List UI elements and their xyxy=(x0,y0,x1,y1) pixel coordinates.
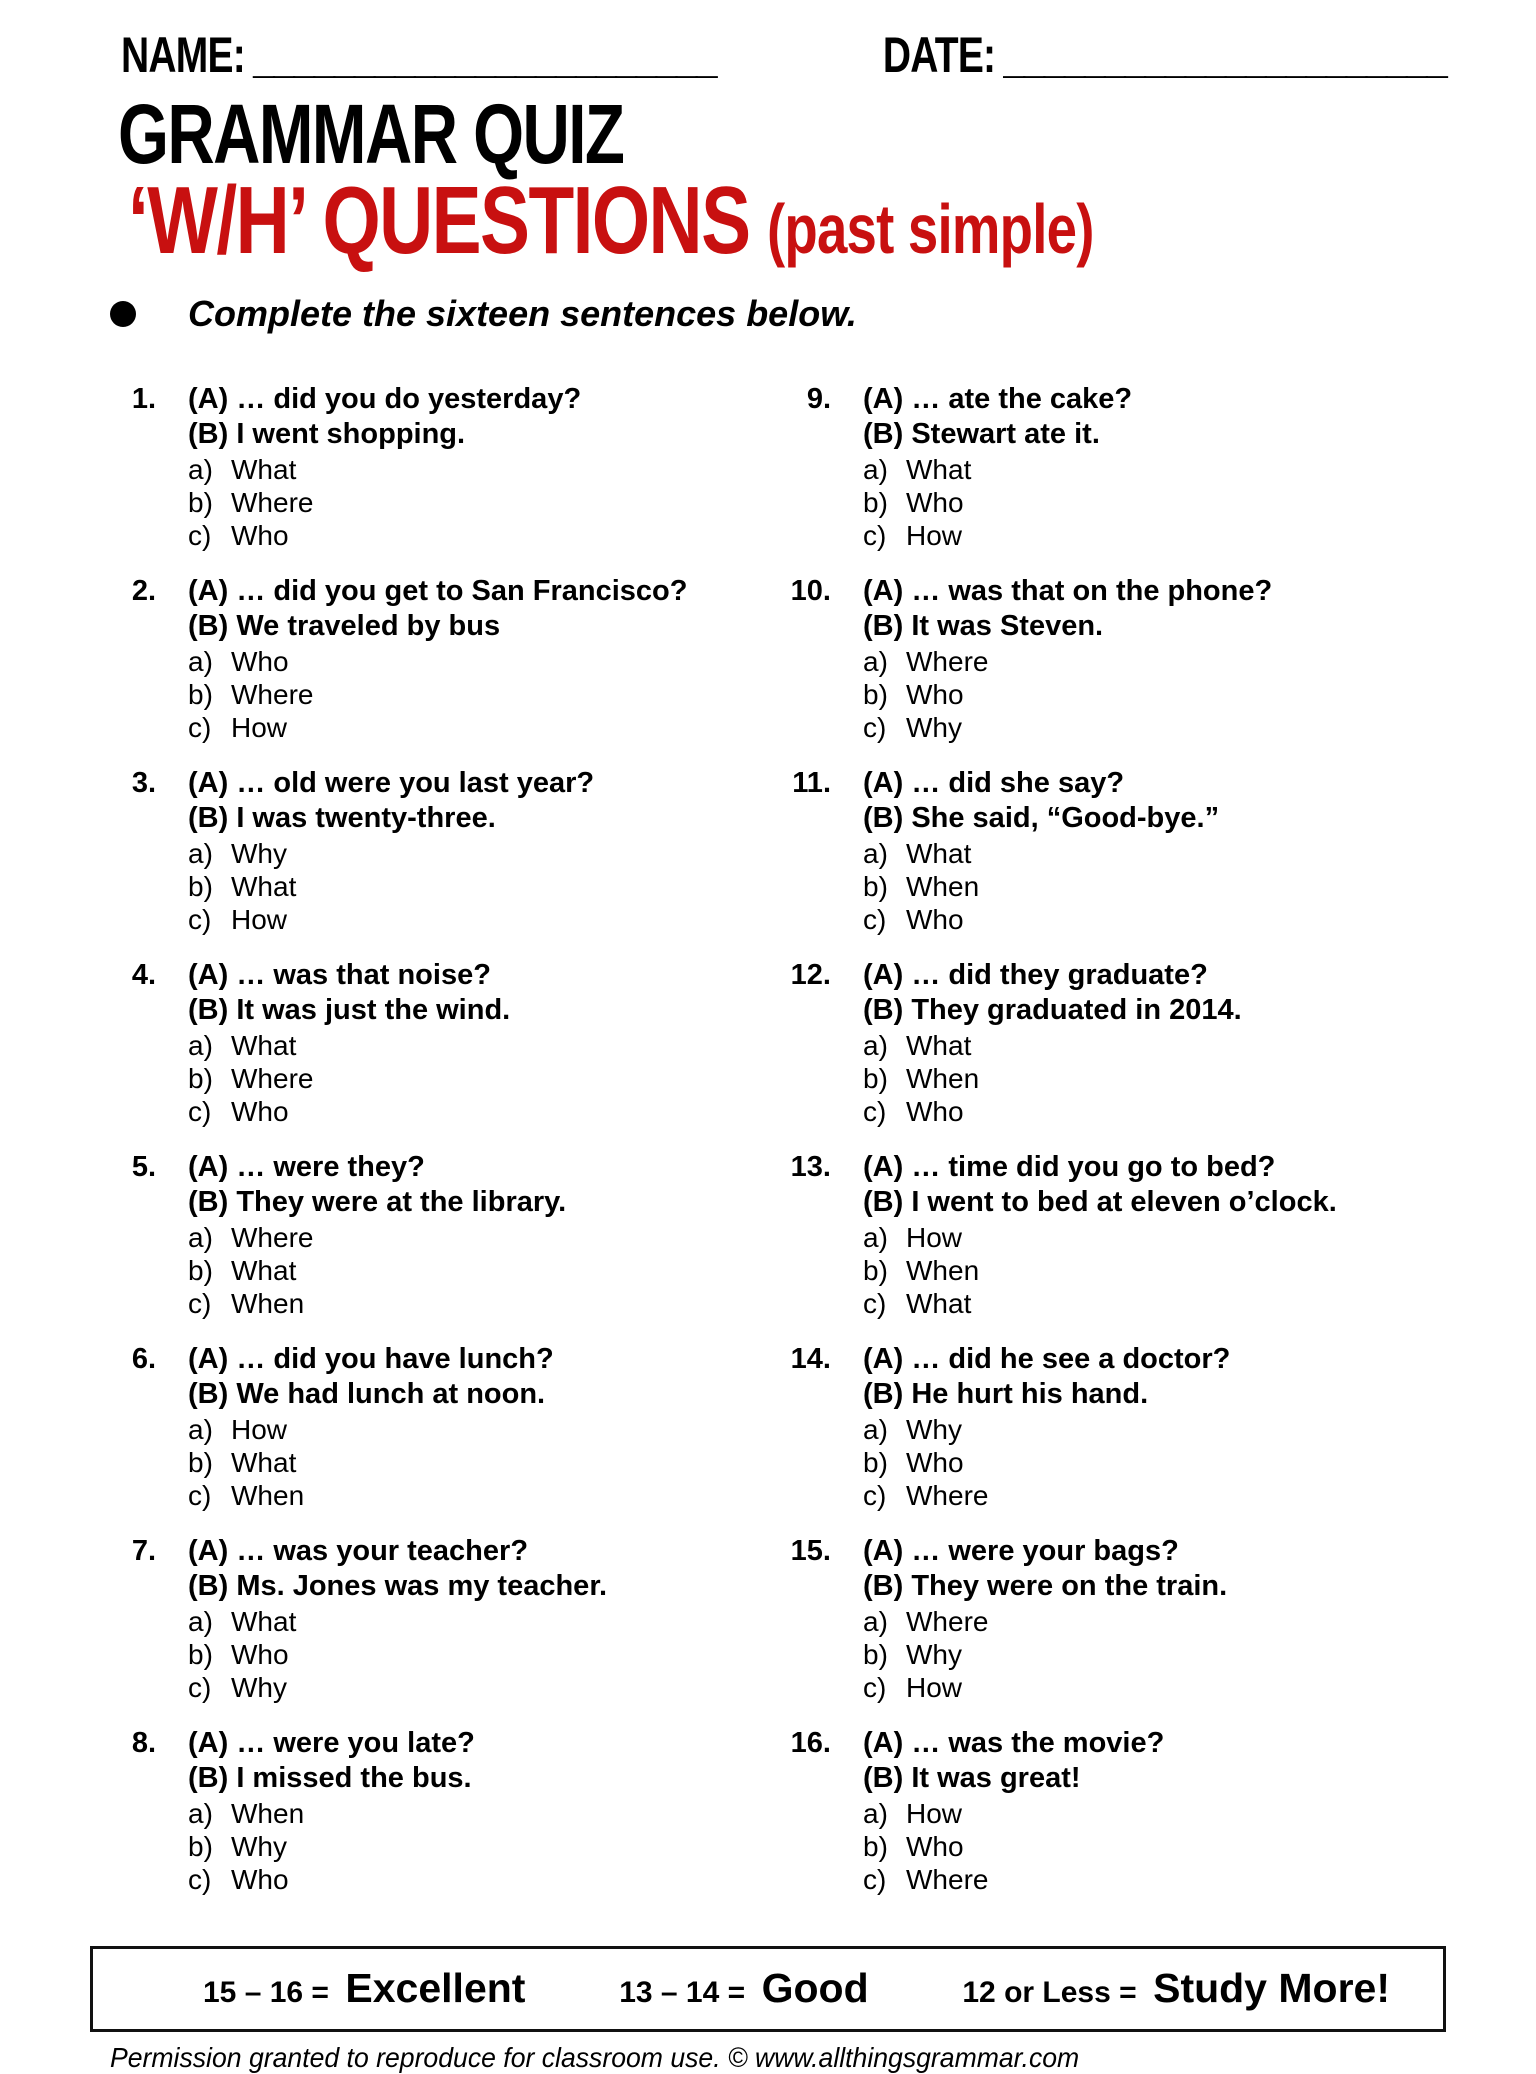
option-text: Why xyxy=(231,837,287,869)
question-prompt-b: (B) They were on the train. xyxy=(863,1569,1228,1602)
question-body xyxy=(188,958,510,1128)
question-body xyxy=(863,1342,1230,1512)
question-prompt-b: (B) They graduated in 2014. xyxy=(863,993,1242,1026)
answer-options xyxy=(863,1029,1242,1128)
questions-column-right xyxy=(765,382,1446,1918)
answer-option xyxy=(188,837,594,870)
answer-option xyxy=(863,1221,1337,1254)
question-number: 4. xyxy=(131,958,156,991)
question-number: 2. xyxy=(131,574,156,607)
question-number: 11. xyxy=(792,766,831,799)
answer-options xyxy=(188,453,581,552)
question-number: 3. xyxy=(131,766,156,799)
answer-options xyxy=(863,645,1272,744)
answer-options xyxy=(863,1413,1230,1512)
option-letter: a) xyxy=(863,1413,888,1445)
option-letter: c) xyxy=(188,519,212,551)
question-number: 9. xyxy=(806,382,831,415)
option-letter: a) xyxy=(188,1029,213,1061)
answer-option xyxy=(863,1605,1227,1638)
answer-option xyxy=(863,1095,1242,1128)
option-text: How xyxy=(231,711,288,743)
question-prompt-a: (A) … did she say? xyxy=(863,766,1125,799)
option-text: How xyxy=(906,1671,963,1703)
date-label: DATE: xyxy=(882,27,995,83)
answer-option xyxy=(188,1062,510,1095)
option-letter: b) xyxy=(188,1254,213,1286)
question-number: 7. xyxy=(131,1534,156,1567)
question-item xyxy=(90,1342,765,1512)
answer-option xyxy=(188,1638,607,1671)
option-text: What xyxy=(906,1287,972,1319)
option-letter: c) xyxy=(188,903,212,935)
question-item xyxy=(765,1726,1446,1896)
answer-option xyxy=(188,645,687,678)
answer-option xyxy=(863,486,1132,519)
answer-option xyxy=(863,1797,1164,1830)
option-letter: b) xyxy=(188,1062,213,1094)
option-letter: c) xyxy=(863,1095,887,1127)
answer-options xyxy=(188,837,594,936)
option-text: What xyxy=(906,1029,972,1061)
instruction-gutter xyxy=(90,300,156,331)
question-prompt-b: (B) Stewart ate it. xyxy=(863,417,1100,450)
question-prompt-b: (B) We had lunch at noon. xyxy=(188,1377,546,1410)
question-prompt-a: (A) … did you get to San Francisco? xyxy=(188,574,688,607)
option-letter: a) xyxy=(188,1605,213,1637)
answer-option xyxy=(863,453,1132,486)
option-letter: c) xyxy=(863,903,887,935)
option-text: Where xyxy=(906,1479,989,1511)
question-item xyxy=(90,1150,765,1320)
option-text: Where xyxy=(231,1062,314,1094)
answer-option xyxy=(188,1095,510,1128)
option-letter: b) xyxy=(188,678,213,710)
question-prompt-a: (A) … did you have lunch? xyxy=(188,1342,554,1375)
worksheet-title-qualifier: (past simple) xyxy=(766,189,1094,268)
option-letter: b) xyxy=(863,678,888,710)
question-prompt-a: (A) … was the movie? xyxy=(863,1726,1165,1759)
option-text: When xyxy=(906,1254,980,1286)
answer-options xyxy=(188,1221,566,1320)
date-field-group xyxy=(883,26,1446,84)
option-letter: c) xyxy=(188,1095,212,1127)
question-prompt-b: (B) I missed the bus. xyxy=(188,1761,472,1794)
option-text: What xyxy=(906,453,972,485)
option-letter: b) xyxy=(188,870,213,902)
answer-option xyxy=(188,711,687,744)
option-letter: a) xyxy=(188,837,213,869)
score-range: 15 – 16 = xyxy=(203,1976,329,2010)
option-text: Why xyxy=(906,711,962,743)
instruction-text: Complete the sixteen sentences below. xyxy=(188,292,857,334)
option-text: Who xyxy=(906,678,964,710)
answer-options xyxy=(863,1605,1227,1704)
option-text: Why xyxy=(231,1671,287,1703)
question-prompt-b: (B) We traveled by bus xyxy=(188,609,501,642)
question-item xyxy=(90,958,765,1128)
option-letter: c) xyxy=(863,1863,887,1895)
option-letter: a) xyxy=(188,1221,213,1253)
option-text: Who xyxy=(906,1095,964,1127)
answer-option xyxy=(863,1863,1164,1896)
answer-options xyxy=(863,453,1132,552)
score-range: 13 – 14 = xyxy=(619,1976,746,2010)
option-text: Who xyxy=(906,1446,964,1478)
option-letter: b) xyxy=(863,1446,888,1478)
answer-option xyxy=(863,1029,1242,1062)
answer-option xyxy=(188,1863,475,1896)
option-text: Who xyxy=(231,1638,289,1670)
question-prompt-a: (A) … was your teacher? xyxy=(188,1534,529,1567)
option-text: What xyxy=(231,1254,297,1286)
question-prompt-a: (A) … were they? xyxy=(188,1150,425,1183)
question-body xyxy=(188,1342,554,1512)
question-number: 12. xyxy=(790,958,831,991)
option-text: What xyxy=(231,1446,297,1478)
instruction-row xyxy=(90,292,1446,334)
answer-option xyxy=(188,519,581,552)
answer-option xyxy=(188,678,687,711)
option-text: Who xyxy=(231,519,289,551)
option-letter: a) xyxy=(188,1413,213,1445)
option-letter: b) xyxy=(863,1638,888,1670)
option-letter: b) xyxy=(863,870,888,902)
questions-grid xyxy=(90,382,1446,1918)
option-text: What xyxy=(231,453,297,485)
option-text: Where xyxy=(906,645,989,677)
option-letter: c) xyxy=(863,1287,887,1319)
answer-option xyxy=(863,1287,1337,1320)
answer-option xyxy=(188,1446,554,1479)
answer-option xyxy=(863,519,1132,552)
answer-option xyxy=(188,1830,475,1863)
option-text: Why xyxy=(231,1830,287,1862)
question-number: 1. xyxy=(131,382,156,415)
answer-option xyxy=(188,903,594,936)
question-number: 10. xyxy=(790,574,831,607)
option-letter: b) xyxy=(863,1830,888,1862)
question-item xyxy=(90,382,765,552)
answer-option xyxy=(188,1671,607,1704)
answer-option xyxy=(188,1221,566,1254)
question-prompt-a: (A) … did you do yesterday? xyxy=(188,382,582,415)
question-body xyxy=(188,1726,475,1896)
option-text: Where xyxy=(231,1221,314,1253)
answer-option xyxy=(863,711,1272,744)
option-letter: b) xyxy=(188,1830,213,1862)
question-body xyxy=(863,1534,1227,1704)
answer-option xyxy=(188,1287,566,1320)
answer-options xyxy=(863,837,1219,936)
option-text: How xyxy=(906,1221,963,1253)
question-prompt-b: (B) I was twenty-three. xyxy=(188,801,496,834)
question-item xyxy=(765,382,1446,552)
answer-option xyxy=(863,1830,1164,1863)
option-text: Where xyxy=(906,1863,989,1895)
quiz-type-title: GRAMMAR QUIZ xyxy=(118,87,624,181)
option-letter: b) xyxy=(188,1638,213,1670)
question-prompt-b: (B) They were at the library. xyxy=(188,1185,567,1218)
question-item xyxy=(90,1534,765,1704)
question-prompt-a: (A) … time did you go to bed? xyxy=(863,1150,1276,1183)
option-text: How xyxy=(906,1797,963,1829)
option-letter: a) xyxy=(863,1797,888,1829)
option-text: Who xyxy=(906,1830,964,1862)
question-number: 16. xyxy=(790,1726,831,1759)
score-item-study-more xyxy=(962,1965,1390,2012)
question-prompt-b: (B) She said, “Good-bye.” xyxy=(863,801,1220,834)
question-prompt-b: (B) Ms. Jones was my teacher. xyxy=(188,1569,608,1602)
option-letter: c) xyxy=(863,1479,887,1511)
option-text: When xyxy=(231,1479,305,1511)
option-letter: c) xyxy=(863,1671,887,1703)
question-item xyxy=(765,1342,1446,1512)
question-body xyxy=(188,1534,607,1704)
answer-option xyxy=(863,645,1272,678)
question-item xyxy=(765,766,1446,936)
option-text: Where xyxy=(906,1605,989,1637)
question-number: 14. xyxy=(790,1342,831,1375)
option-text: What xyxy=(231,1029,297,1061)
option-letter: a) xyxy=(188,645,213,677)
answer-option xyxy=(188,1413,554,1446)
question-body xyxy=(188,1150,566,1320)
option-letter: c) xyxy=(188,1671,212,1703)
option-letter: c) xyxy=(188,1863,212,1895)
question-body xyxy=(188,382,581,552)
option-letter: a) xyxy=(863,645,888,677)
option-text: What xyxy=(231,870,297,902)
question-body xyxy=(863,574,1272,744)
option-text: Why xyxy=(906,1638,962,1670)
answer-option xyxy=(863,1254,1337,1287)
name-field-group xyxy=(121,26,716,84)
score-range: 12 or Less = xyxy=(962,1976,1137,2010)
question-prompt-a: (A) … was that noise? xyxy=(188,958,491,991)
option-text: How xyxy=(231,903,288,935)
option-letter: c) xyxy=(188,711,212,743)
option-letter: a) xyxy=(863,453,888,485)
question-prompt-b: (B) I went shopping. xyxy=(188,417,466,450)
score-box xyxy=(90,1946,1446,2032)
question-prompt-a: (A) … was that on the phone? xyxy=(863,574,1273,607)
option-text: Where xyxy=(231,486,314,518)
question-body xyxy=(863,958,1242,1128)
question-prompt-b: (B) It was great! xyxy=(863,1761,1081,1794)
option-letter: b) xyxy=(863,1062,888,1094)
answer-option xyxy=(863,1446,1230,1479)
answer-options xyxy=(863,1221,1337,1320)
question-number: 5. xyxy=(131,1150,156,1183)
option-text: When xyxy=(231,1797,305,1829)
option-letter: b) xyxy=(863,486,888,518)
option-letter: a) xyxy=(863,1605,888,1637)
option-letter: a) xyxy=(863,837,888,869)
option-text: Who xyxy=(231,1863,289,1895)
option-text: What xyxy=(231,1605,297,1637)
option-letter: a) xyxy=(188,1797,213,1829)
option-text: Why xyxy=(906,1413,962,1445)
question-prompt-a: (A) … ate the cake? xyxy=(863,382,1133,415)
option-text: Who xyxy=(231,1095,289,1127)
answer-option xyxy=(188,1479,554,1512)
answer-option xyxy=(863,903,1219,936)
question-body xyxy=(188,766,594,936)
question-item xyxy=(765,574,1446,744)
option-text: What xyxy=(906,837,972,869)
score-label: Excellent xyxy=(345,1965,526,2012)
worksheet-title-main: ‘W/H’ QUESTIONS xyxy=(128,166,750,274)
question-prompt-b: (B) He hurt his hand. xyxy=(863,1377,1149,1410)
question-number: 8. xyxy=(131,1726,156,1759)
answer-option xyxy=(188,1605,607,1638)
answer-options xyxy=(188,645,687,744)
answer-option xyxy=(863,1062,1242,1095)
question-body xyxy=(863,766,1219,936)
question-item xyxy=(90,574,765,744)
score-item-excellent xyxy=(203,1965,525,2012)
question-prompt-a: (A) … were you late? xyxy=(188,1726,475,1759)
name-blank: _______________________ xyxy=(253,27,717,83)
option-letter: b) xyxy=(863,1254,888,1286)
answer-option xyxy=(863,678,1272,711)
option-text: Who xyxy=(906,486,964,518)
option-text: When xyxy=(231,1287,305,1319)
answer-option xyxy=(188,1254,566,1287)
answer-option xyxy=(188,453,581,486)
option-text: When xyxy=(906,1062,980,1094)
question-item xyxy=(765,958,1446,1128)
option-letter: c) xyxy=(188,1479,212,1511)
question-item xyxy=(765,1150,1446,1320)
answer-option xyxy=(863,1479,1230,1512)
answer-option xyxy=(188,870,594,903)
worksheet-title xyxy=(128,166,1156,274)
answer-options xyxy=(188,1797,475,1896)
question-item xyxy=(765,1534,1446,1704)
option-text: Who xyxy=(906,903,964,935)
question-number: 15. xyxy=(790,1534,831,1567)
answer-option xyxy=(188,486,581,519)
option-letter: a) xyxy=(863,1221,888,1253)
answer-option xyxy=(863,1413,1230,1446)
question-body xyxy=(863,382,1132,552)
answer-option xyxy=(863,1638,1227,1671)
option-letter: c) xyxy=(863,519,887,551)
score-label: Good xyxy=(761,1965,869,2012)
option-text: How xyxy=(906,519,963,551)
bullet-icon xyxy=(110,301,136,327)
answer-options xyxy=(863,1797,1164,1896)
option-letter: a) xyxy=(188,453,213,485)
header-row xyxy=(90,26,1446,84)
question-prompt-a: (A) … were your bags? xyxy=(863,1534,1179,1567)
question-prompt-b: (B) I went to bed at eleven o’clock. xyxy=(863,1185,1337,1218)
question-prompt-a: (A) … did he see a doctor? xyxy=(863,1342,1231,1375)
answer-options xyxy=(188,1029,510,1128)
question-body xyxy=(863,1150,1337,1320)
option-text: Who xyxy=(231,645,289,677)
question-number: 13. xyxy=(790,1150,831,1183)
answer-option xyxy=(188,1029,510,1062)
question-body xyxy=(188,574,687,744)
option-letter: a) xyxy=(863,1029,888,1061)
answer-options xyxy=(188,1413,554,1512)
score-label: Study More! xyxy=(1153,1965,1390,2012)
question-prompt-a: (A) … did they graduate? xyxy=(863,958,1208,991)
question-prompt-a: (A) … old were you last year? xyxy=(188,766,595,799)
answer-option xyxy=(863,1671,1227,1704)
question-item xyxy=(90,766,765,936)
question-prompt-b: (B) It was Steven. xyxy=(863,609,1104,642)
answer-option xyxy=(188,1797,475,1830)
option-letter: c) xyxy=(188,1287,212,1319)
date-blank: ______________________ xyxy=(1003,27,1446,83)
answer-option xyxy=(863,837,1219,870)
name-label: NAME: xyxy=(121,27,245,83)
questions-column-left xyxy=(90,382,765,1918)
option-letter: b) xyxy=(188,1446,213,1478)
option-text: When xyxy=(906,870,980,902)
answer-options xyxy=(188,1605,607,1704)
question-item xyxy=(90,1726,765,1896)
option-letter: b) xyxy=(188,486,213,518)
question-number: 6. xyxy=(131,1342,156,1375)
option-text: How xyxy=(231,1413,288,1445)
option-text: Where xyxy=(231,678,314,710)
question-body xyxy=(863,1726,1164,1896)
answer-option xyxy=(863,870,1219,903)
question-prompt-b: (B) It was just the wind. xyxy=(188,993,511,1026)
footer-credit: Permission granted to reproduce for classroom use. © www.allthingsgrammar.com xyxy=(110,2041,1080,2073)
option-letter: c) xyxy=(863,711,887,743)
score-item-good xyxy=(619,1965,868,2012)
